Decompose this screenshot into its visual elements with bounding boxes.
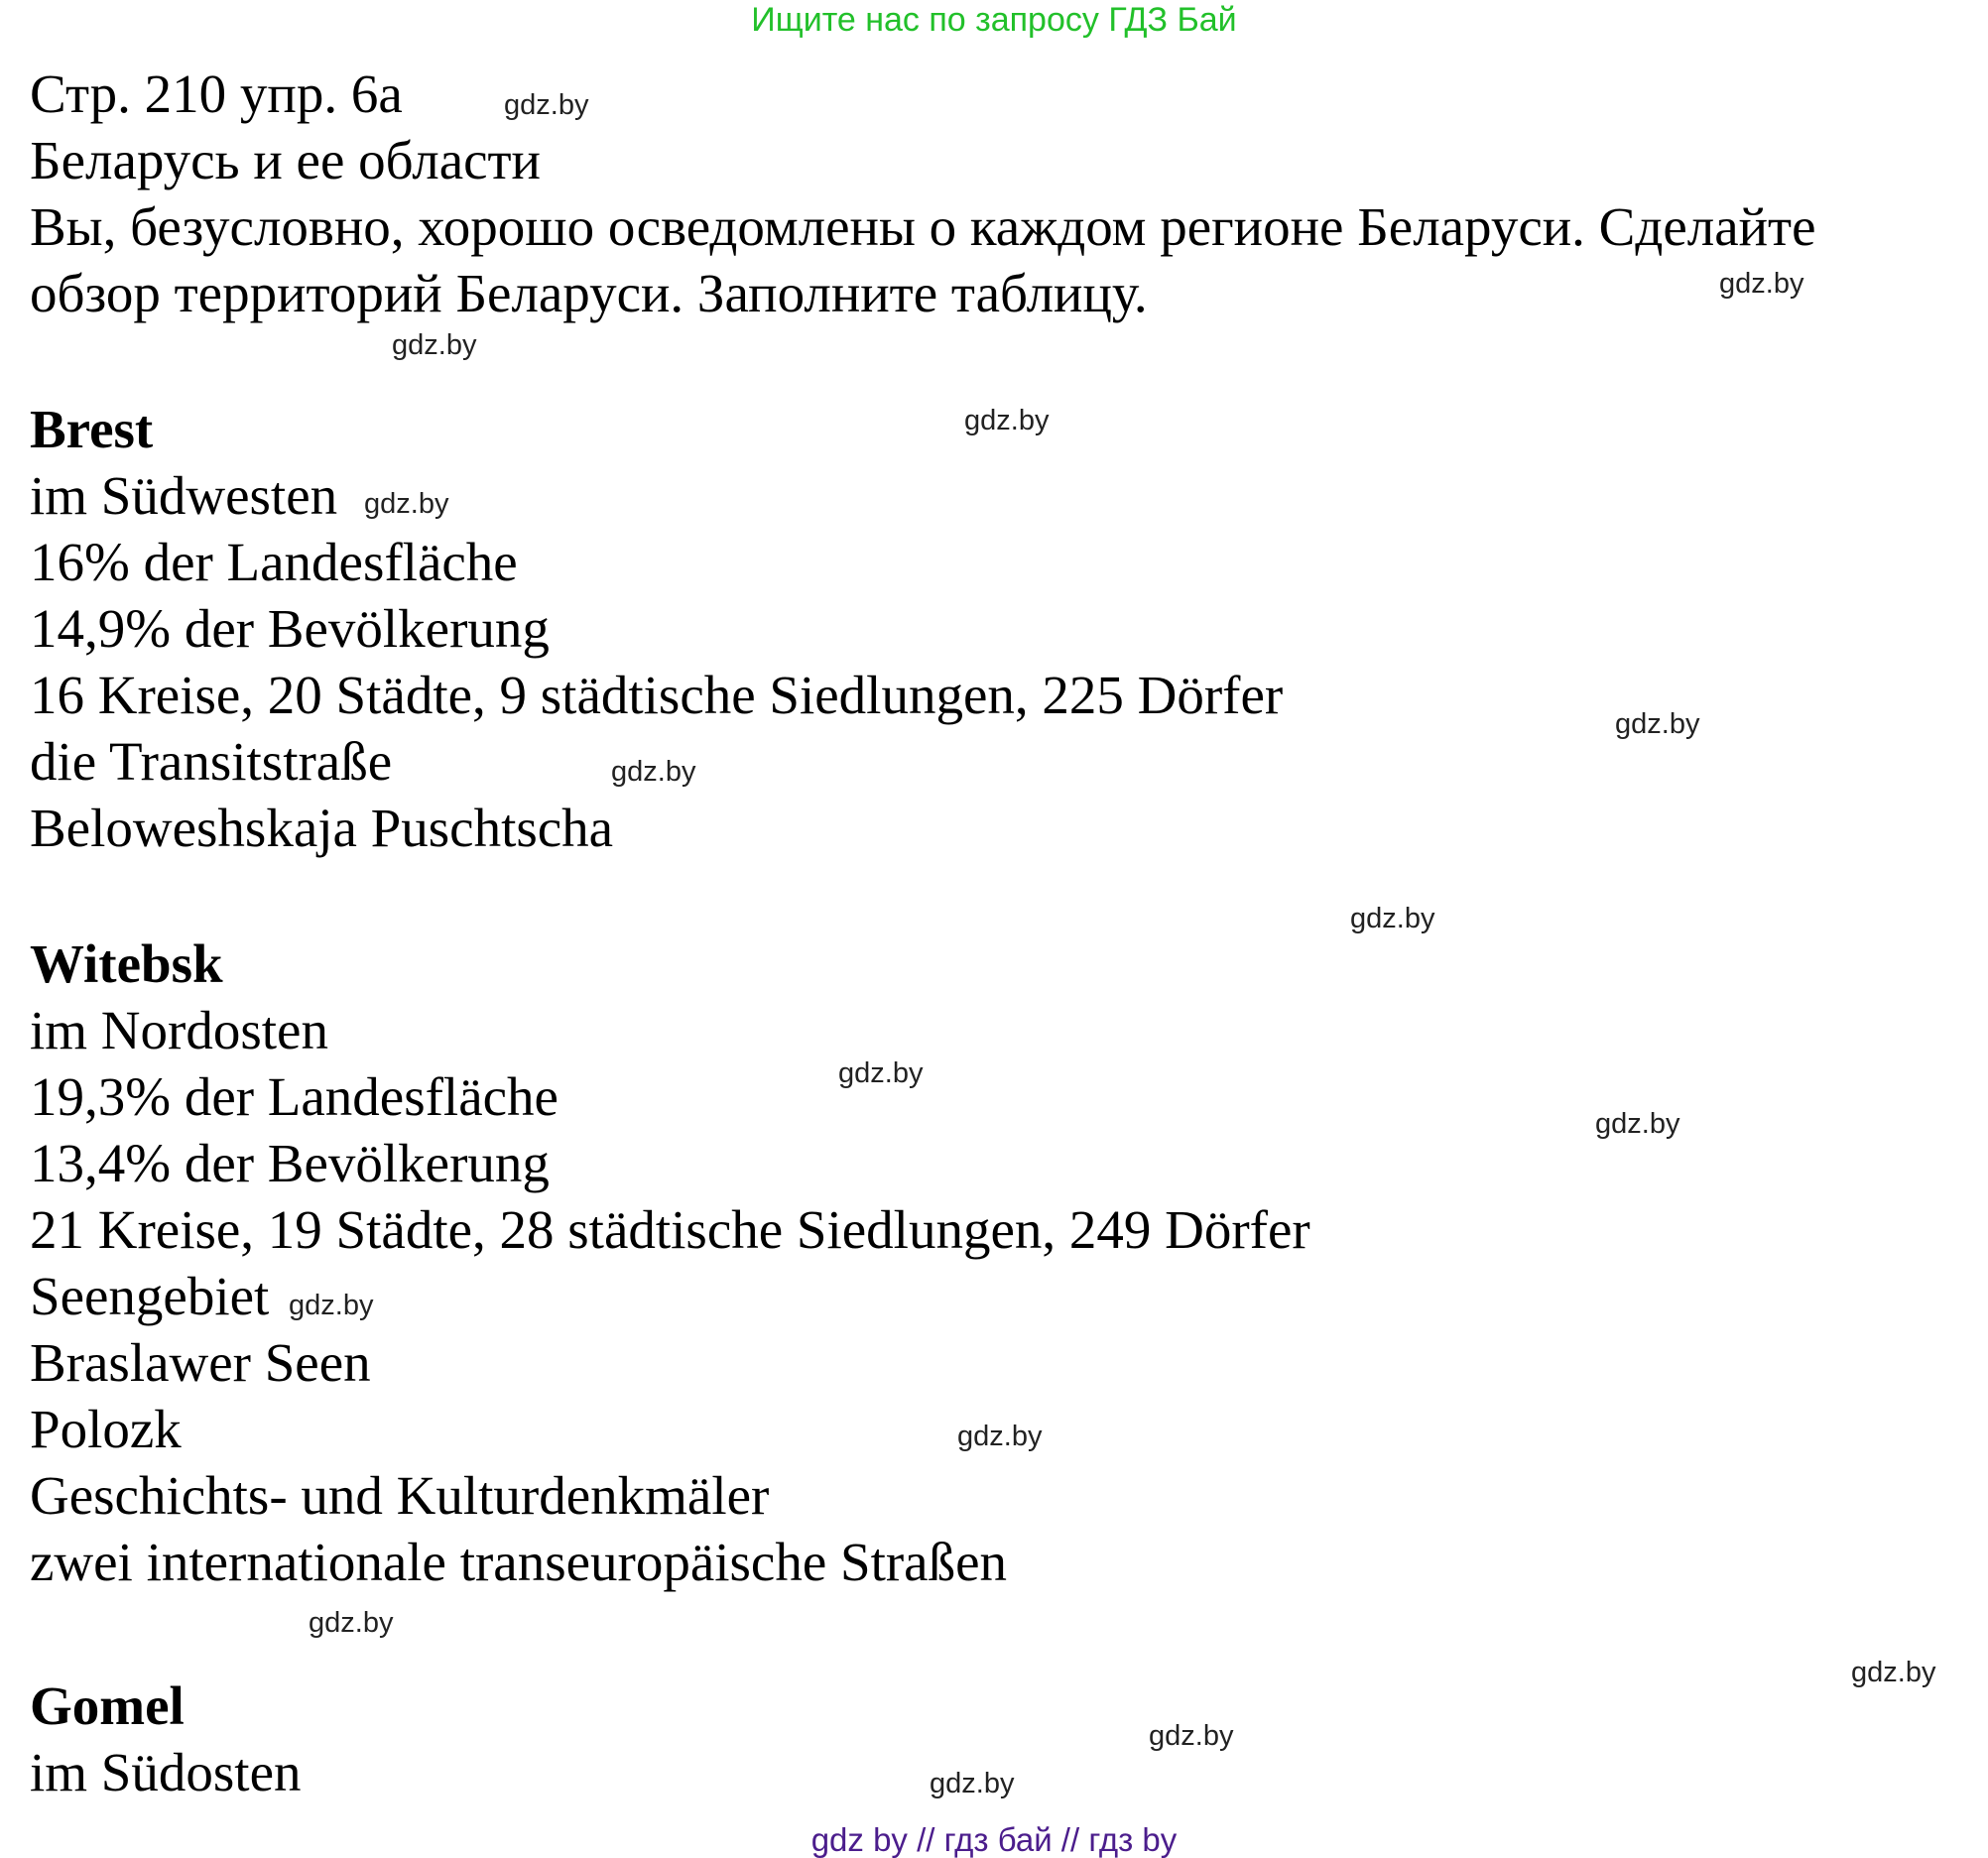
watermark: gdz.by (289, 1290, 374, 1321)
brest-line: Beloweshskaja Puschtscha (30, 798, 614, 858)
topic-title: Беларусь и ее области (30, 130, 541, 190)
watermark: gdz.by (309, 1607, 394, 1639)
gomel-line: im Südosten (30, 1742, 302, 1802)
watermark: gdz.by (611, 756, 696, 788)
witebsk-line: Geschichts- und Kulturdenkmäler (30, 1465, 770, 1526)
instruction-line-1: Вы, безусловно, хорошо осведомлены о каждом регионе Беларуси. Сделайте (30, 196, 1816, 257)
watermark: gdz.by (1350, 903, 1435, 934)
witebsk-line: 21 Kreise, 19 Städte, 28 städtische Siedlungen, 249 Dörfer (30, 1199, 1310, 1260)
watermark: gdz.by (1149, 1720, 1234, 1752)
top-banner: Ищите нас по запросу ГДЗ Бай (751, 1, 1237, 39)
watermark: gdz.by (504, 89, 589, 121)
brest-line: 14,9% der Bevölkerung (30, 598, 550, 659)
watermark: gdz.by (1615, 708, 1700, 740)
witebsk-line: zwei internationale transeuropäische Straßen (30, 1532, 1008, 1592)
brest-line: im Südwesten (30, 465, 338, 526)
witebsk-line: Seengebiet (30, 1266, 270, 1326)
watermark: gdz.by (364, 488, 449, 520)
region-heading-witebsk: Witebsk (30, 933, 223, 994)
region-heading-gomel: Gomel (30, 1675, 185, 1736)
watermark: gdz.by (1719, 268, 1804, 300)
watermark: gdz.by (1851, 1657, 1936, 1688)
witebsk-line: 13,4% der Bevölkerung (30, 1133, 550, 1193)
brest-line: 16% der Landesfläche (30, 532, 518, 592)
watermark: gdz.by (392, 329, 477, 361)
witebsk-line: im Nordosten (30, 1000, 328, 1060)
witebsk-line: Polozk (30, 1399, 182, 1459)
footer-links: gdz by // гдз бай // гдз by (810, 1821, 1178, 1858)
task-title: Стр. 210 упр. 6а (30, 63, 403, 124)
brest-line: 16 Kreise, 20 Städte, 9 städtische Siedlungen, 225 Dörfer (30, 665, 1284, 725)
watermark: gdz.by (957, 1421, 1043, 1452)
instruction-line-2: обзор территорий Беларуси. Заполните таблицу. (30, 263, 1148, 323)
region-heading-brest: Brest (30, 399, 154, 459)
watermark: gdz.by (838, 1057, 924, 1089)
brest-line: die Transitstraße (30, 731, 393, 792)
witebsk-line: Braslawer Seen (30, 1332, 371, 1393)
witebsk-line: 19,3% der Landesfläche (30, 1066, 559, 1127)
watermark: gdz.by (964, 405, 1050, 436)
watermark: gdz.by (930, 1768, 1015, 1799)
watermark: gdz.by (1595, 1108, 1680, 1140)
